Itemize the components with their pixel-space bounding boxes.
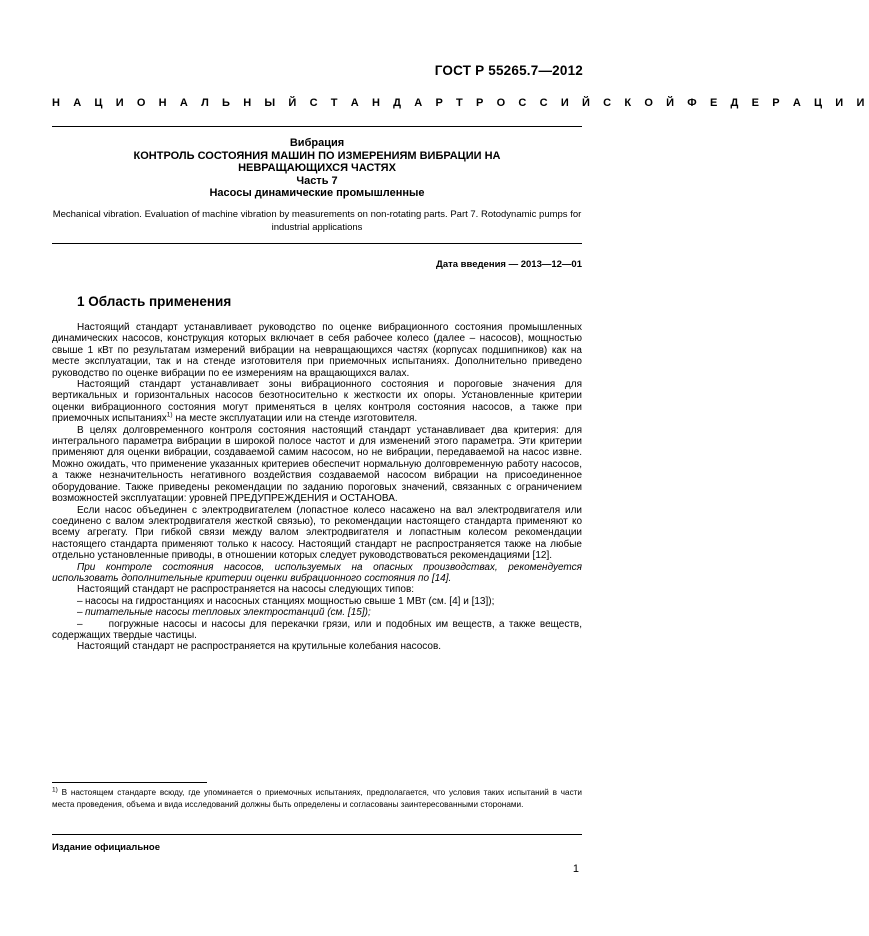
footer-divider xyxy=(52,834,582,835)
header-divider xyxy=(52,126,582,127)
paragraph-2-tail: на месте эксплуатации или на стенде изготовителя. xyxy=(172,413,418,425)
list-item-text: питательные насосы тепловых электростанций (см. [15]); xyxy=(85,607,371,619)
title-divider xyxy=(52,243,582,244)
section-body xyxy=(52,322,582,653)
footnote xyxy=(52,787,582,811)
list-dash: – xyxy=(77,607,83,619)
title-line-1: Вибрация xyxy=(289,137,345,149)
title-line-3: НЕВРАЩАЮЩИХСЯ ЧАСТЯХ xyxy=(238,162,396,174)
paragraph-6: Настоящий стандарт не распространяется на насосы следующих типов: xyxy=(77,584,415,596)
paragraph-7: Настоящий стандарт не распространяется на крутильные колебания насосов. xyxy=(77,641,442,653)
title-line-2: КОНТРОЛЬ СОСТОЯНИЯ МАШИН ПО ИЗМЕРЕНИЯМ ВИБРАЦИИ НА xyxy=(133,149,501,162)
english-title: Mechanical vibration. Evaluation of machine vibration by measurements on non-rotating parts. Part 7. Rotodynamic pumps for industrial applications xyxy=(52,209,582,233)
list-item-text: насосы на гидростанциях и насосных станциях мощностью свыше 1 МВт (см. [4] и [13]); xyxy=(85,595,495,607)
list-item xyxy=(52,596,582,607)
list-item xyxy=(52,619,582,642)
paragraph-1: Настоящий стандарт устанавливает руководство по оценке вибрационного состояния промышленных динамических насосов, конструкция которых включает в себя рабочее колесо (далее – насосов), мощностью свыше 1 кВт по результатам измерений вибрации на невращающихся частях (корпусах подшипников) как на месте эксплуатации, так и на стенде изготовителя при приемочных испытаниях. Дополнительно приведено руководство по оценке вибрации по ее измерениям на вращающихся валах. xyxy=(52,322,582,379)
section-heading: 1 Область применения xyxy=(77,294,232,309)
title-line-5: Насосы динамические промышленные xyxy=(209,187,425,199)
list-item xyxy=(52,607,582,618)
page-number: 1 xyxy=(572,863,579,875)
paragraph-5-italic: При контроле состояния насосов, используемых на опасных производствах, рекомендуется использовать дополнительные критерии оценки вибрационного состояния по [14]. xyxy=(52,561,582,584)
title-block xyxy=(52,137,582,200)
footnote-mark: 1) xyxy=(52,786,58,794)
official-edition-label: Издание официальное xyxy=(52,842,160,853)
paragraph-3: В целях долговременного контроля состояния настоящий стандарт устанавливает два критерия: для интегрального параметра вибрации в широкой полосе частот и для изменений этого параметра. Эти критерии применяют для оценки вибрации, создаваемой самим насосом, но не вибрации, передаваемой на насос извне. Можно ожидать, что применение указанных критериев обеспечит нормальную долговременную работу насосов, а также незначительность негативного воздействия создаваемой насосом вибрации на присоединенное оборудование. Также приведены рекомендации по заданию пороговых значений, связанных с ограничением возможностей эксплуатации: уровней ПРЕДУПРЕЖДЕНИЯ и ОСТАНОВА. xyxy=(52,424,582,505)
paragraph-4: Если насос объединен с электродвигателем (лопастное колесо насажено на вал электродвигателя или соединено с валом электродвигателя жесткой связью), то рекомендации настоящего стандарта применяют ко всему агрегату. При гибкой связи между валом электродвигателя и лопастным колесом рекомендации настоящего стандарта применяют только к насосу. Настоящий стандарт не распространяется также на любые отдельно установленные приводы, в отношении которых следует руководствоваться рекомендациями [12]. xyxy=(52,504,582,562)
standard-number: ГОСТ Р 55265.7—2012 xyxy=(434,63,583,78)
footnote-text: В настоящем стандарте всюду, где упоминается о приемочных испытаниях, предполагается, что условия таких испытаний в части места проведения, объема и вида исследований должны быть определены и согласованы заинтересованными сторонами. xyxy=(52,788,582,809)
title-line-4: Часть 7 xyxy=(296,174,338,187)
paragraph-2-text: Настоящий стандарт устанавливает зоны вибрационного состояния и пороговые значения для вертикальных и горизонтальных насосов безотносительно к жесткости их опоры. Установленные критерии оценки вибрационного состояния могут применяться в целях контроля состояния насосов, а также при приемочных испытаниях xyxy=(52,379,582,425)
national-standard-banner: Н А Ц И О Н А Л Ь Н Ы Й С Т А Н Д А Р Т Р О С С И Й С К О Й Ф Е Д Е Р А Ц И И xyxy=(52,97,869,109)
list-dash: – xyxy=(77,595,83,607)
paragraph-2 xyxy=(52,379,582,425)
footnote-rule xyxy=(52,782,207,783)
footnote-reference[interactable]: 1) xyxy=(166,411,173,419)
list-dash: – xyxy=(77,618,83,630)
list-item-text: погружные насосы и насосы для перекачки грязи, или и подобных им веществ, а также веществ, содержащих твердые частицы. xyxy=(52,618,582,641)
introduction-date: Дата введения — 2013—12—01 xyxy=(436,259,582,270)
